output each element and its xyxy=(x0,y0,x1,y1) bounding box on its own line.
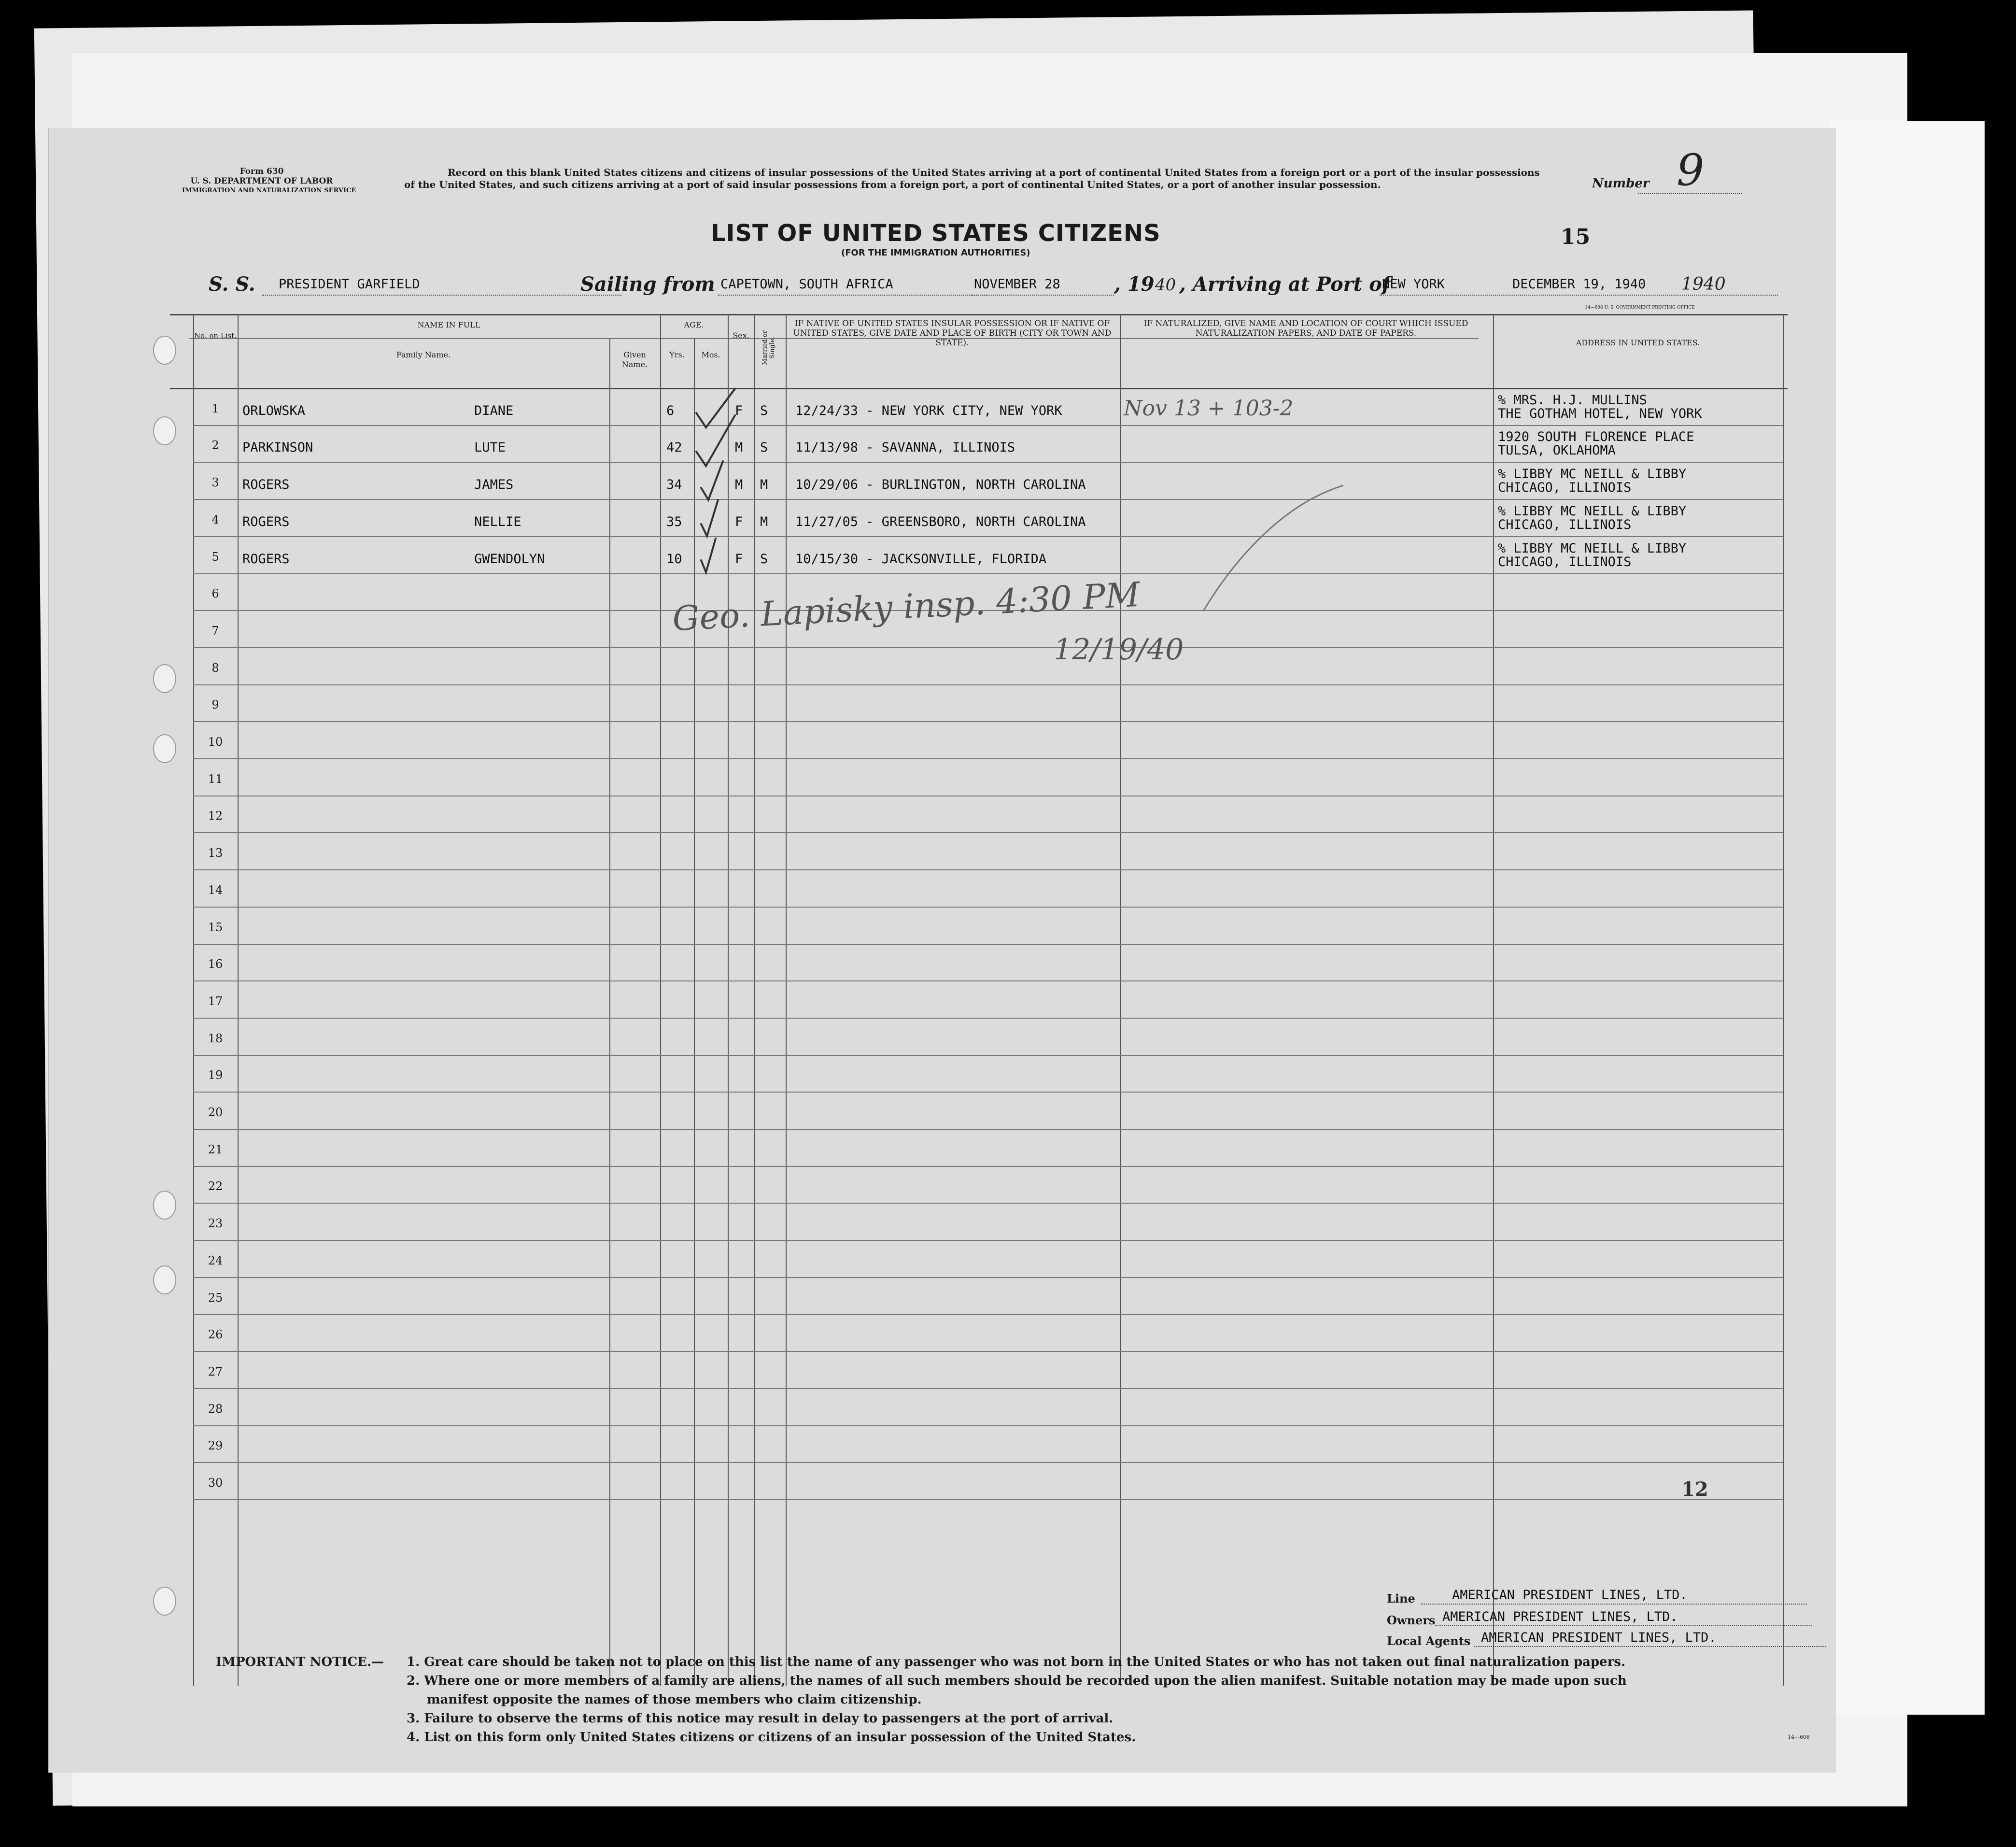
number-label: Number xyxy=(1592,176,1649,191)
manifest-page xyxy=(48,128,1836,1773)
row-number: 25 xyxy=(208,1291,223,1305)
marital-status: S xyxy=(760,403,768,418)
check-mark-icon xyxy=(701,461,723,500)
ship-name: PRESIDENT GARFIELD xyxy=(279,277,420,292)
col-family: Family Name. xyxy=(396,350,451,359)
marital-status: M xyxy=(760,514,768,529)
age-years: 10 xyxy=(666,551,682,567)
col-yrs: Yrs. xyxy=(669,350,685,359)
col-address: ADDRESS IN UNITED STATES. xyxy=(1576,338,1700,347)
row-number: 29 xyxy=(208,1439,223,1453)
sex: M xyxy=(735,440,743,455)
row-number: 13 xyxy=(208,846,223,860)
row-number: 23 xyxy=(208,1217,223,1231)
notice-1: 1. Great care should be taken not to place on this list the name of any passenger who was not born in the United States or who has not taken out final naturalization papers. xyxy=(407,1655,1626,1669)
given-name: NELLIE xyxy=(474,514,522,529)
handwritten-stroke xyxy=(1203,485,1343,611)
arrival-date: DECEMBER 19, 1940 xyxy=(1512,277,1646,292)
row-number: 15 xyxy=(208,920,223,934)
row-number: 20 xyxy=(208,1106,223,1119)
marital-status: S xyxy=(760,440,768,455)
intro-text: Record on this blank United States citizens and citizens of insular possessions of the United States arriving at a port of continental United States from a foreign port or a port of the insular possessions of the United States, and such citizens arriving at a port of said insular possessions from a foreign port, a port of continental United States, or a port of another insular possession. xyxy=(404,167,1540,190)
row-number: 30 xyxy=(208,1476,223,1490)
line-label: Line xyxy=(1387,1591,1415,1605)
address-line-1: 1920 SOUTH FLORENCE PLACE xyxy=(1498,429,1694,445)
address-line-1: % LIBBY MC NEILL & LIBBY xyxy=(1498,503,1687,519)
marital-status: M xyxy=(760,477,768,493)
arriving-label: , Arriving at Port of xyxy=(1179,273,1391,296)
col-name-in-full: NAME IN FULL xyxy=(417,320,480,329)
corner-number: 12 xyxy=(1681,1478,1708,1501)
check-mark-icon xyxy=(701,539,716,572)
given-name: DIANE xyxy=(474,403,514,418)
col-married: Married or Single. xyxy=(761,330,776,365)
row-number: 10 xyxy=(208,735,223,749)
row-number: 16 xyxy=(208,957,223,971)
age-years: 34 xyxy=(666,477,682,493)
birth-date-place: 11/13/98 - SAVANNA, ILLINOIS xyxy=(795,440,1015,455)
page-number: 15 xyxy=(1561,225,1591,249)
sex: F xyxy=(735,514,743,529)
notice-3: 3. Failure to observe the terms of this notice may result in delay to passengers at the port of arrival. xyxy=(407,1711,1114,1726)
background-sheet xyxy=(1830,121,1985,1715)
form-number: Form 630 xyxy=(240,167,284,176)
row-number: 7 xyxy=(211,624,219,638)
check-mark-icon xyxy=(696,389,735,427)
row-number: 4 xyxy=(211,512,219,526)
row-number: 3 xyxy=(211,476,219,490)
row-number: 9 xyxy=(211,698,219,712)
row-number: 12 xyxy=(208,809,223,823)
sex: F xyxy=(735,403,743,418)
row-number: 11 xyxy=(208,772,223,786)
col-age: AGE. xyxy=(684,320,704,329)
row-number: 2 xyxy=(211,439,219,453)
notice-4: 4. List on this form only United States citizens or citizens of an insular possession of the United States. xyxy=(407,1730,1136,1745)
row-number: 27 xyxy=(208,1364,223,1378)
agents-value: AMERICAN PRESIDENT LINES, LTD. xyxy=(1481,1630,1717,1645)
row-number: 14 xyxy=(208,883,223,897)
service: IMMIGRATION AND NATURALIZATION SERVICE xyxy=(182,187,356,194)
year-prefix: , 19 xyxy=(1114,273,1155,296)
owners-value: AMERICAN PRESIDENT LINES, LTD. xyxy=(1442,1609,1678,1624)
row-number: 26 xyxy=(208,1328,223,1342)
row-number: 24 xyxy=(208,1253,223,1267)
row-number: 1 xyxy=(211,401,219,415)
line-value: AMERICAN PRESIDENT LINES, LTD. xyxy=(1452,1588,1688,1603)
address-line-2: CHICAGO, ILLINOIS xyxy=(1498,517,1632,532)
sex: F xyxy=(735,551,743,567)
row-number: 19 xyxy=(208,1068,223,1082)
family-name: ROGERS xyxy=(242,477,290,493)
given-name: GWENDOLYN xyxy=(474,551,545,567)
address-line-1: % LIBBY MC NEILL & LIBBY xyxy=(1498,467,1687,482)
birth-date-place: 11/27/05 - GREENSBORO, NORTH CAROLINA xyxy=(795,514,1086,529)
naturalized-note: Nov 13 + 103-2 xyxy=(1124,396,1294,421)
page-subtitle: (FOR THE IMMIGRATION AUTHORITIES) xyxy=(841,248,1030,258)
address-line-2: TULSA, OKLAHOMA xyxy=(1498,443,1616,458)
birth-date-place: 10/15/30 - JACKSONVILLE, FLORIDA xyxy=(795,551,1047,567)
form-code: 14—608 xyxy=(1788,1734,1810,1740)
year-suffix: 40 xyxy=(1155,275,1176,295)
birth-date-place: 12/24/33 - NEW YORK CITY, NEW YORK xyxy=(795,403,1062,418)
department: U. S. DEPARTMENT OF LABOR xyxy=(190,176,333,186)
number-value: 9 xyxy=(1677,145,1705,196)
address-line-2: THE GOTHAM HOTEL, NEW YORK xyxy=(1498,406,1702,421)
print-code: 14—608 U. S. GOVERNMENT PRINTING OFFICE xyxy=(1585,305,1695,310)
col-birth: IF NATIVE OF UNITED STATES INSULAR POSSESSION OR IF NATIVE OF UNITED STATES, GIVE DATE AND PLACE OF BIRTH (CITY OR TOWN AND STATE). xyxy=(793,319,1112,348)
given-name: JAMES xyxy=(474,477,514,493)
address-line-1: % MRS. H.J. MULLINS xyxy=(1498,392,1647,408)
age-years: 35 xyxy=(666,514,682,529)
col-given: Given Name. xyxy=(621,350,648,369)
notice-2a: 2. Where one or more members of a family are aliens, the names of all such members should be recorded upon the alien manifest. Suitable notation may be made upon such xyxy=(407,1674,1627,1688)
sailing-from: CAPETOWN, SOUTH AFRICA xyxy=(720,277,893,292)
address-line-1: % LIBBY MC NEILL & LIBBY xyxy=(1498,540,1687,556)
row-number: 22 xyxy=(208,1179,223,1193)
col-naturalized: IF NATURALIZED, GIVE NAME AND LOCATION OF COURT WHICH ISSUED NATURALIZATION PAPERS, AND DATE OF PAPERS. xyxy=(1143,319,1468,338)
given-name: LUTE xyxy=(474,440,506,455)
family-name: ROGERS xyxy=(242,551,290,567)
family-name: ORLOWSKA xyxy=(242,403,306,418)
row-number: 6 xyxy=(211,587,219,601)
age-years: 42 xyxy=(666,440,682,455)
page-title: LIST OF UNITED STATES CITIZENS xyxy=(711,220,1161,247)
row-number: 8 xyxy=(211,661,219,675)
handwriting-marks xyxy=(49,128,1836,1773)
arrival-port: NEW YORK xyxy=(1382,277,1445,292)
family-name: ROGERS xyxy=(242,514,290,529)
birth-date-place: 10/29/06 - BURLINGTON, NORTH CAROLINA xyxy=(795,477,1086,493)
address-line-2: CHICAGO, ILLINOIS xyxy=(1498,480,1632,496)
arrival-year: 1940 xyxy=(1681,274,1726,294)
sailing-date: NOVEMBER 28 xyxy=(974,277,1060,292)
notice-2b: manifest opposite the names of those members who claim citizenship. xyxy=(427,1692,922,1707)
address-line-2: CHICAGO, ILLINOIS xyxy=(1498,554,1632,569)
row-number: 21 xyxy=(208,1142,223,1156)
col-mos: Mos. xyxy=(701,350,720,359)
inspector-signature: Geo. Lapisky insp. 4:30 PM xyxy=(671,574,1141,639)
col-no: No. on List. xyxy=(194,331,237,340)
row-number: 28 xyxy=(208,1402,223,1416)
sex: M xyxy=(735,477,743,493)
notice-label: IMPORTANT NOTICE.— xyxy=(216,1655,384,1669)
row-number: 17 xyxy=(208,994,223,1008)
row-number: 5 xyxy=(211,550,219,564)
agents-label: Local Agents xyxy=(1387,1634,1471,1648)
ss-label: S. S. xyxy=(209,273,255,296)
family-name: PARKINSON xyxy=(242,440,313,455)
signature-date: 12/19/40 xyxy=(1054,633,1184,667)
sailing-label: Sailing from xyxy=(580,273,715,296)
marital-status: S xyxy=(760,551,768,567)
age-years: 6 xyxy=(666,403,675,418)
row-number: 18 xyxy=(208,1031,223,1045)
owners-label: Owners xyxy=(1387,1613,1436,1627)
col-sex: Sex. xyxy=(733,331,749,340)
check-mark-icon xyxy=(701,500,718,536)
